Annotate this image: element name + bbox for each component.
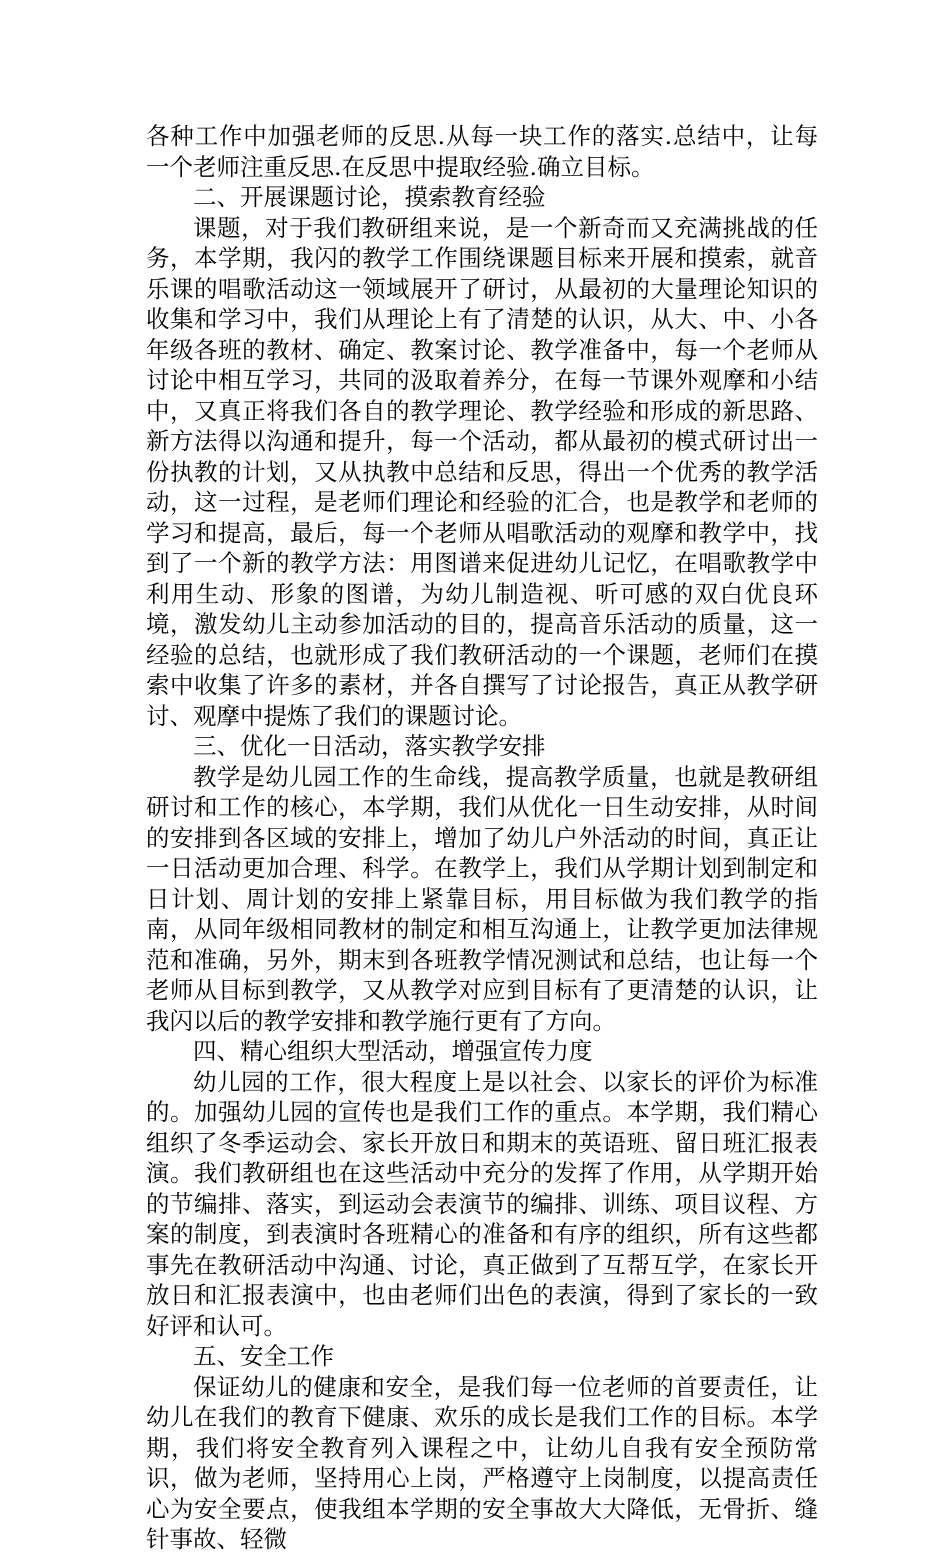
paragraph-events: 幼儿园的工作，很大程度上是以社会、以家长的评价为标准的。加强幼儿园的宣传也是我们工作的重点。本学期，我们精心组织了冬季运动会、家长开放日和期末的英语班、留日班汇报表演。我们教研组也在这些活动中充分的发挥了作用，从学期开始的节编排、落实，到运动会表演节的编排、训练、项目议程、方案的制度，到表演时各班精心的准备和有序的组织，所有这些都事先在教研活动中沟通、讨论，真正做到了互帮互学，在家长开放日和汇报表演中，也由老师们出色的表演，得到了家长的一致好评和认可。 <box>146 1067 818 1340</box>
document-page <box>146 121 818 1555</box>
section-heading-3: 三、优化一日活动，落实教学安排 <box>193 732 546 760</box>
paragraph-daily-activities: 教学是幼儿园工作的生命线，提高教学质量，也就是教研组研讨和工作的核心，本学期，我们从优化一日生动安排，从时间的安排到各区域的安排上，增加了幼儿户外活动的时间，真正让一日活动更加合理、科学。在教学上，我们从学期计划到制定和日计划、周计划的安排上紧靠目标，用目标做为我们教学的指南，从同年级相同教材的制定和相互沟通上，让教学更加法律规范和准确，另外，期末到各班教学情况测试和总结，也让每一个老师从目标到教学，又从教学对应到目标有了更清楚的认识，让我闪以后的教学安排和教学施行更有了方向。 <box>146 762 818 1035</box>
section-heading-5: 五、安全工作 <box>193 1342 334 1370</box>
section-heading-4: 四、精心组织大型活动，增强宣传力度 <box>193 1037 593 1065</box>
section-heading-2: 二、开展课题讨论，摸索教育经验 <box>193 183 546 211</box>
paragraph-research: 课题，对于我们教研组来说，是一个新奇而又充满挑战的任务，本学期，我闪的教学工作围绕课题目标来开展和摸索，就音乐课的唱歌活动这一领域展开了研讨，从最初的大量理论知识的收集和学习中，我们从理论上有了清楚的认识，从大、中、小各年级各班的教材、确定、教案讨论、教学准备中，每一个老师从讨论中相互学习，共同的汲取着养分，在每一节课外观摩和小结中，又真正将我们各自的教学理论、教学经验和形成的新思路、新方法得以沟通和提升，每一个活动，都从最初的模式研讨出一份执教的计划，又从执教中总结和反思，得出一个优秀的教学活动，这一过程，是老师们理论和经验的汇合，也是教学和老师的学习和提高，最后，每一个老师从唱歌活动的观摩和教学中，找到了一个新的教学方法：用图谱来促进幼儿记忆，在唱歌教学中利用生动、形象的图谱，为幼儿制造视、听可感的双白优良环境，激发幼儿主动参加活动的目的，提高音乐活动的质量，这一经验的总结，也就形成了我们教研活动的一个课题，老师们在摸索中收集了许多的素材，并各自撰写了讨论报告，真正从教学研讨、观摩中提炼了我们的课题讨论。 <box>146 213 818 730</box>
paragraph-intro: 各种工作中加强老师的反思.从每一块工作的落实.总结中，让每一个老师注重反思.在反思中提取经验.确立目标。 <box>146 122 818 181</box>
paragraph-safety: 保证幼儿的健康和安全，是我们每一位老师的首要责任，让幼儿在我们的教育下健康、欢乐的成长是我们工作的目标。本学期，我们将安全教育列入课程之中，让幼儿自我有安全预防常识，做为老师，坚持用心上岗，严格遵守上岗制度，以提高责任心为安全要点，使我组本学期的安全事故大大降低，无骨折、缝针事故、轻微 <box>146 1372 818 1553</box>
